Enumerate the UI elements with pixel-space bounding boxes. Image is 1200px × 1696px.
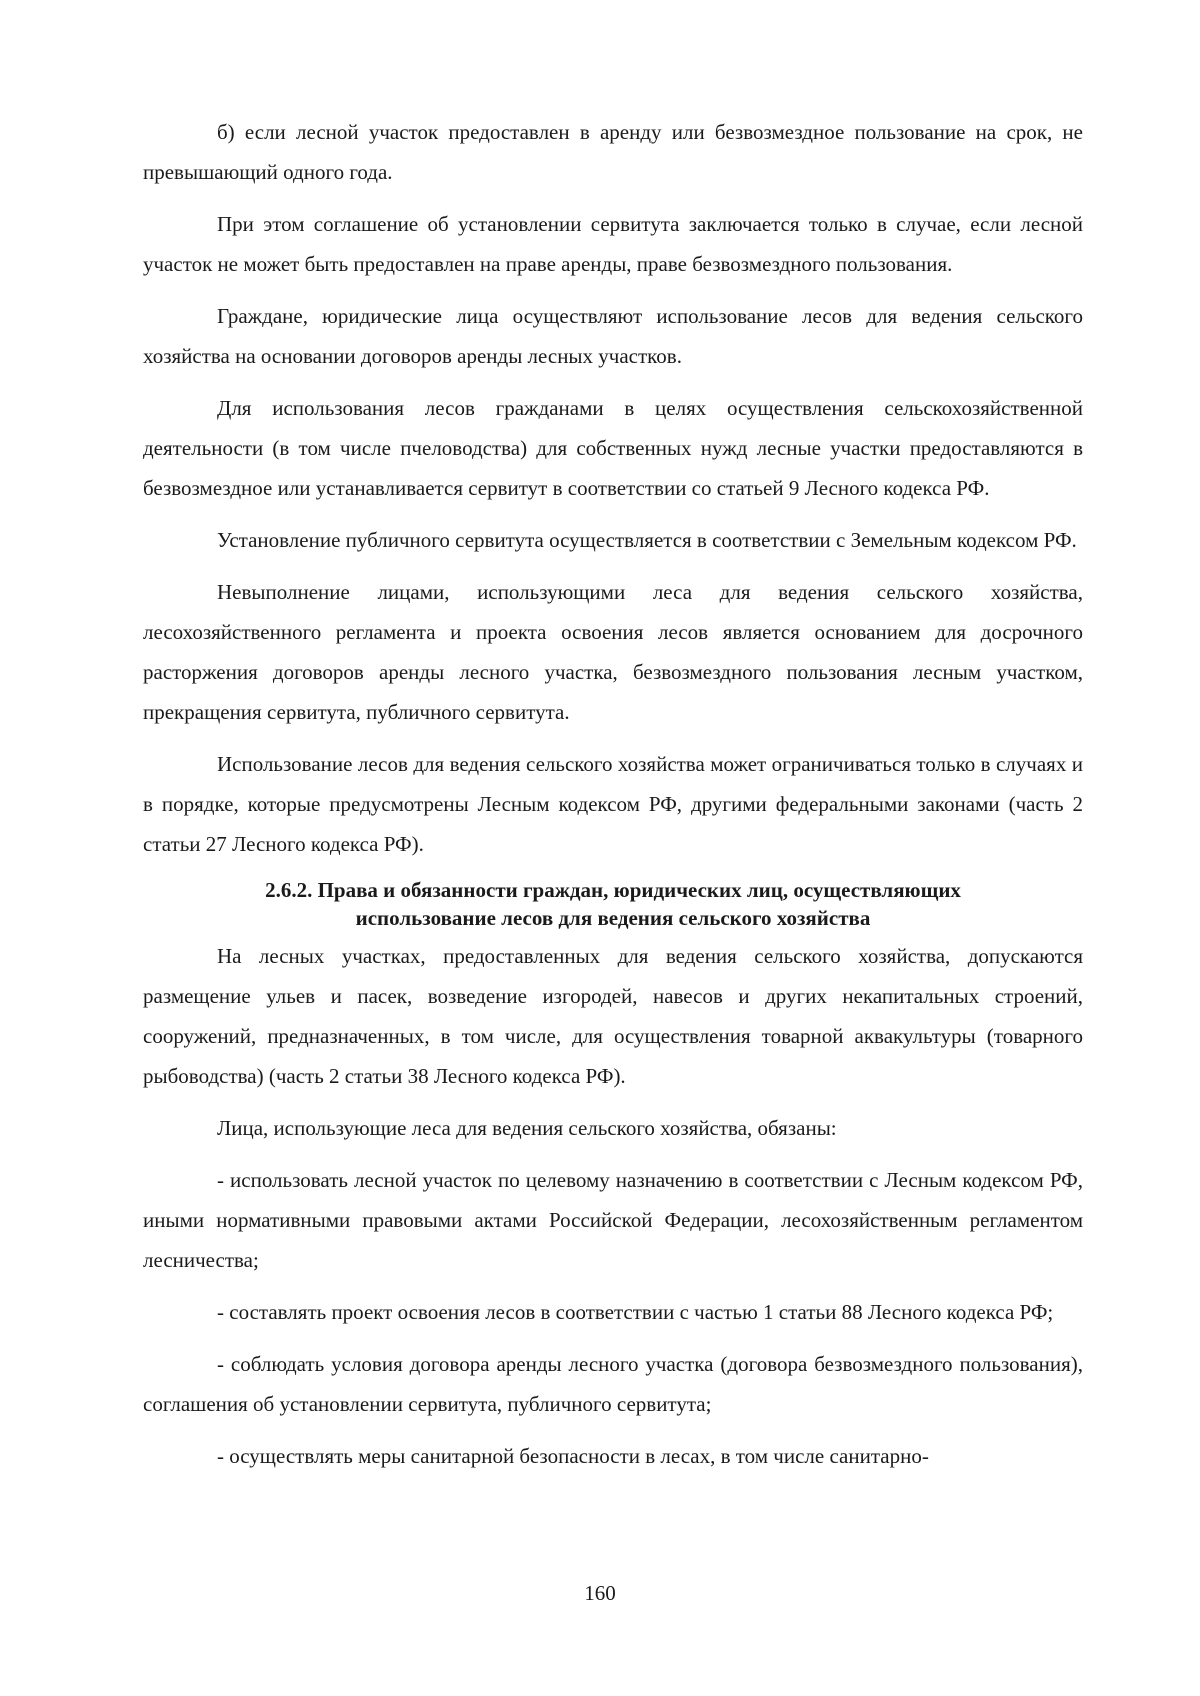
paragraph: Лица, использующие леса для ведения сельского хозяйства, обязаны:: [217, 1116, 837, 1140]
page-number: 160: [584, 1581, 616, 1605]
paragraph: Невыполнение лицами, использующими леса для ведения сельского хозяйства, лесохозяйственного регламента и проекта освоения лесов является основанием для досрочного расторжения договоров аренды лесного участка, безвозмездного пользования лесным участком, прекращения сервитута, публичного сервитута.: [143, 580, 1083, 724]
list-item: - использовать лесной участок по целевому назначению в соответствии с Лесным кодексом РФ, иными нормативными правовыми актами Российской Федерации, лесохозяйственным регламентом лесничества;: [143, 1168, 1083, 1272]
paragraph: На лесных участках, предоставленных для ведения сельского хозяйства, допускаются размещение ульев и пасек, возведение изгородей, навесов и других некапитальных строений, сооружений, предназначенных, в том числе, для осуществления товарной аквакультуры (товарного рыбоводства) (часть 2 статьи 38 Лесного кодекса РФ).: [143, 944, 1083, 1088]
paragraph: Граждане, юридические лица осуществляют использование лесов для ведения сельского хозяйства на основании договоров аренды лесных участков.: [143, 304, 1083, 368]
paragraph: Установление публичного сервитута осуществляется в соответствии с Земельным кодексом РФ.: [217, 528, 1077, 552]
list-item: - осуществлять меры санитарной безопасности в лесах, в том числе санитарно-: [217, 1444, 929, 1468]
paragraph: При этом соглашение об установлении сервитута заключается только в случае, если лесной участок не может быть предоставлен на праве аренды, праве безвозмездного пользования.: [143, 212, 1083, 276]
paragraph: Для использования лесов гражданами в целях осуществления сельскохозяйственной деятельности (в том числе пчеловодства) для собственных нужд лесные участки предоставляются в безвозмездное или устанавливается сервитут в соответствии со статьей 9 Лесного кодекса РФ.: [143, 396, 1083, 500]
list-item: - соблюдать условия договора аренды лесного участка (договора безвозмездного пользования), соглашения об установлении сервитута, публичного сервитута;: [143, 1352, 1083, 1416]
list-item: - составлять проект освоения лесов в соответствии с частью 1 статьи 88 Лесного кодекса РФ;: [217, 1300, 1054, 1324]
section-heading-line: использование лесов для ведения сельского хозяйства: [355, 906, 871, 930]
section-heading-line: 2.6.2. Права и обязанности граждан, юридических лиц, осуществляющих: [265, 878, 961, 902]
paragraph: Использование лесов для ведения сельского хозяйства может ограничиваться только в случаях и в порядке, которые предусмотрены Лесным кодексом РФ, другими федеральными законами (часть 2 статьи 27 Лесного кодекса РФ).: [143, 752, 1083, 856]
paragraph: б) если лесной участок предоставлен в аренду или безвозмездное пользование на срок, не превышающий одного года.: [143, 120, 1083, 184]
document-page: [143, 112, 1083, 1488]
section-heading: [143, 876, 1083, 932]
